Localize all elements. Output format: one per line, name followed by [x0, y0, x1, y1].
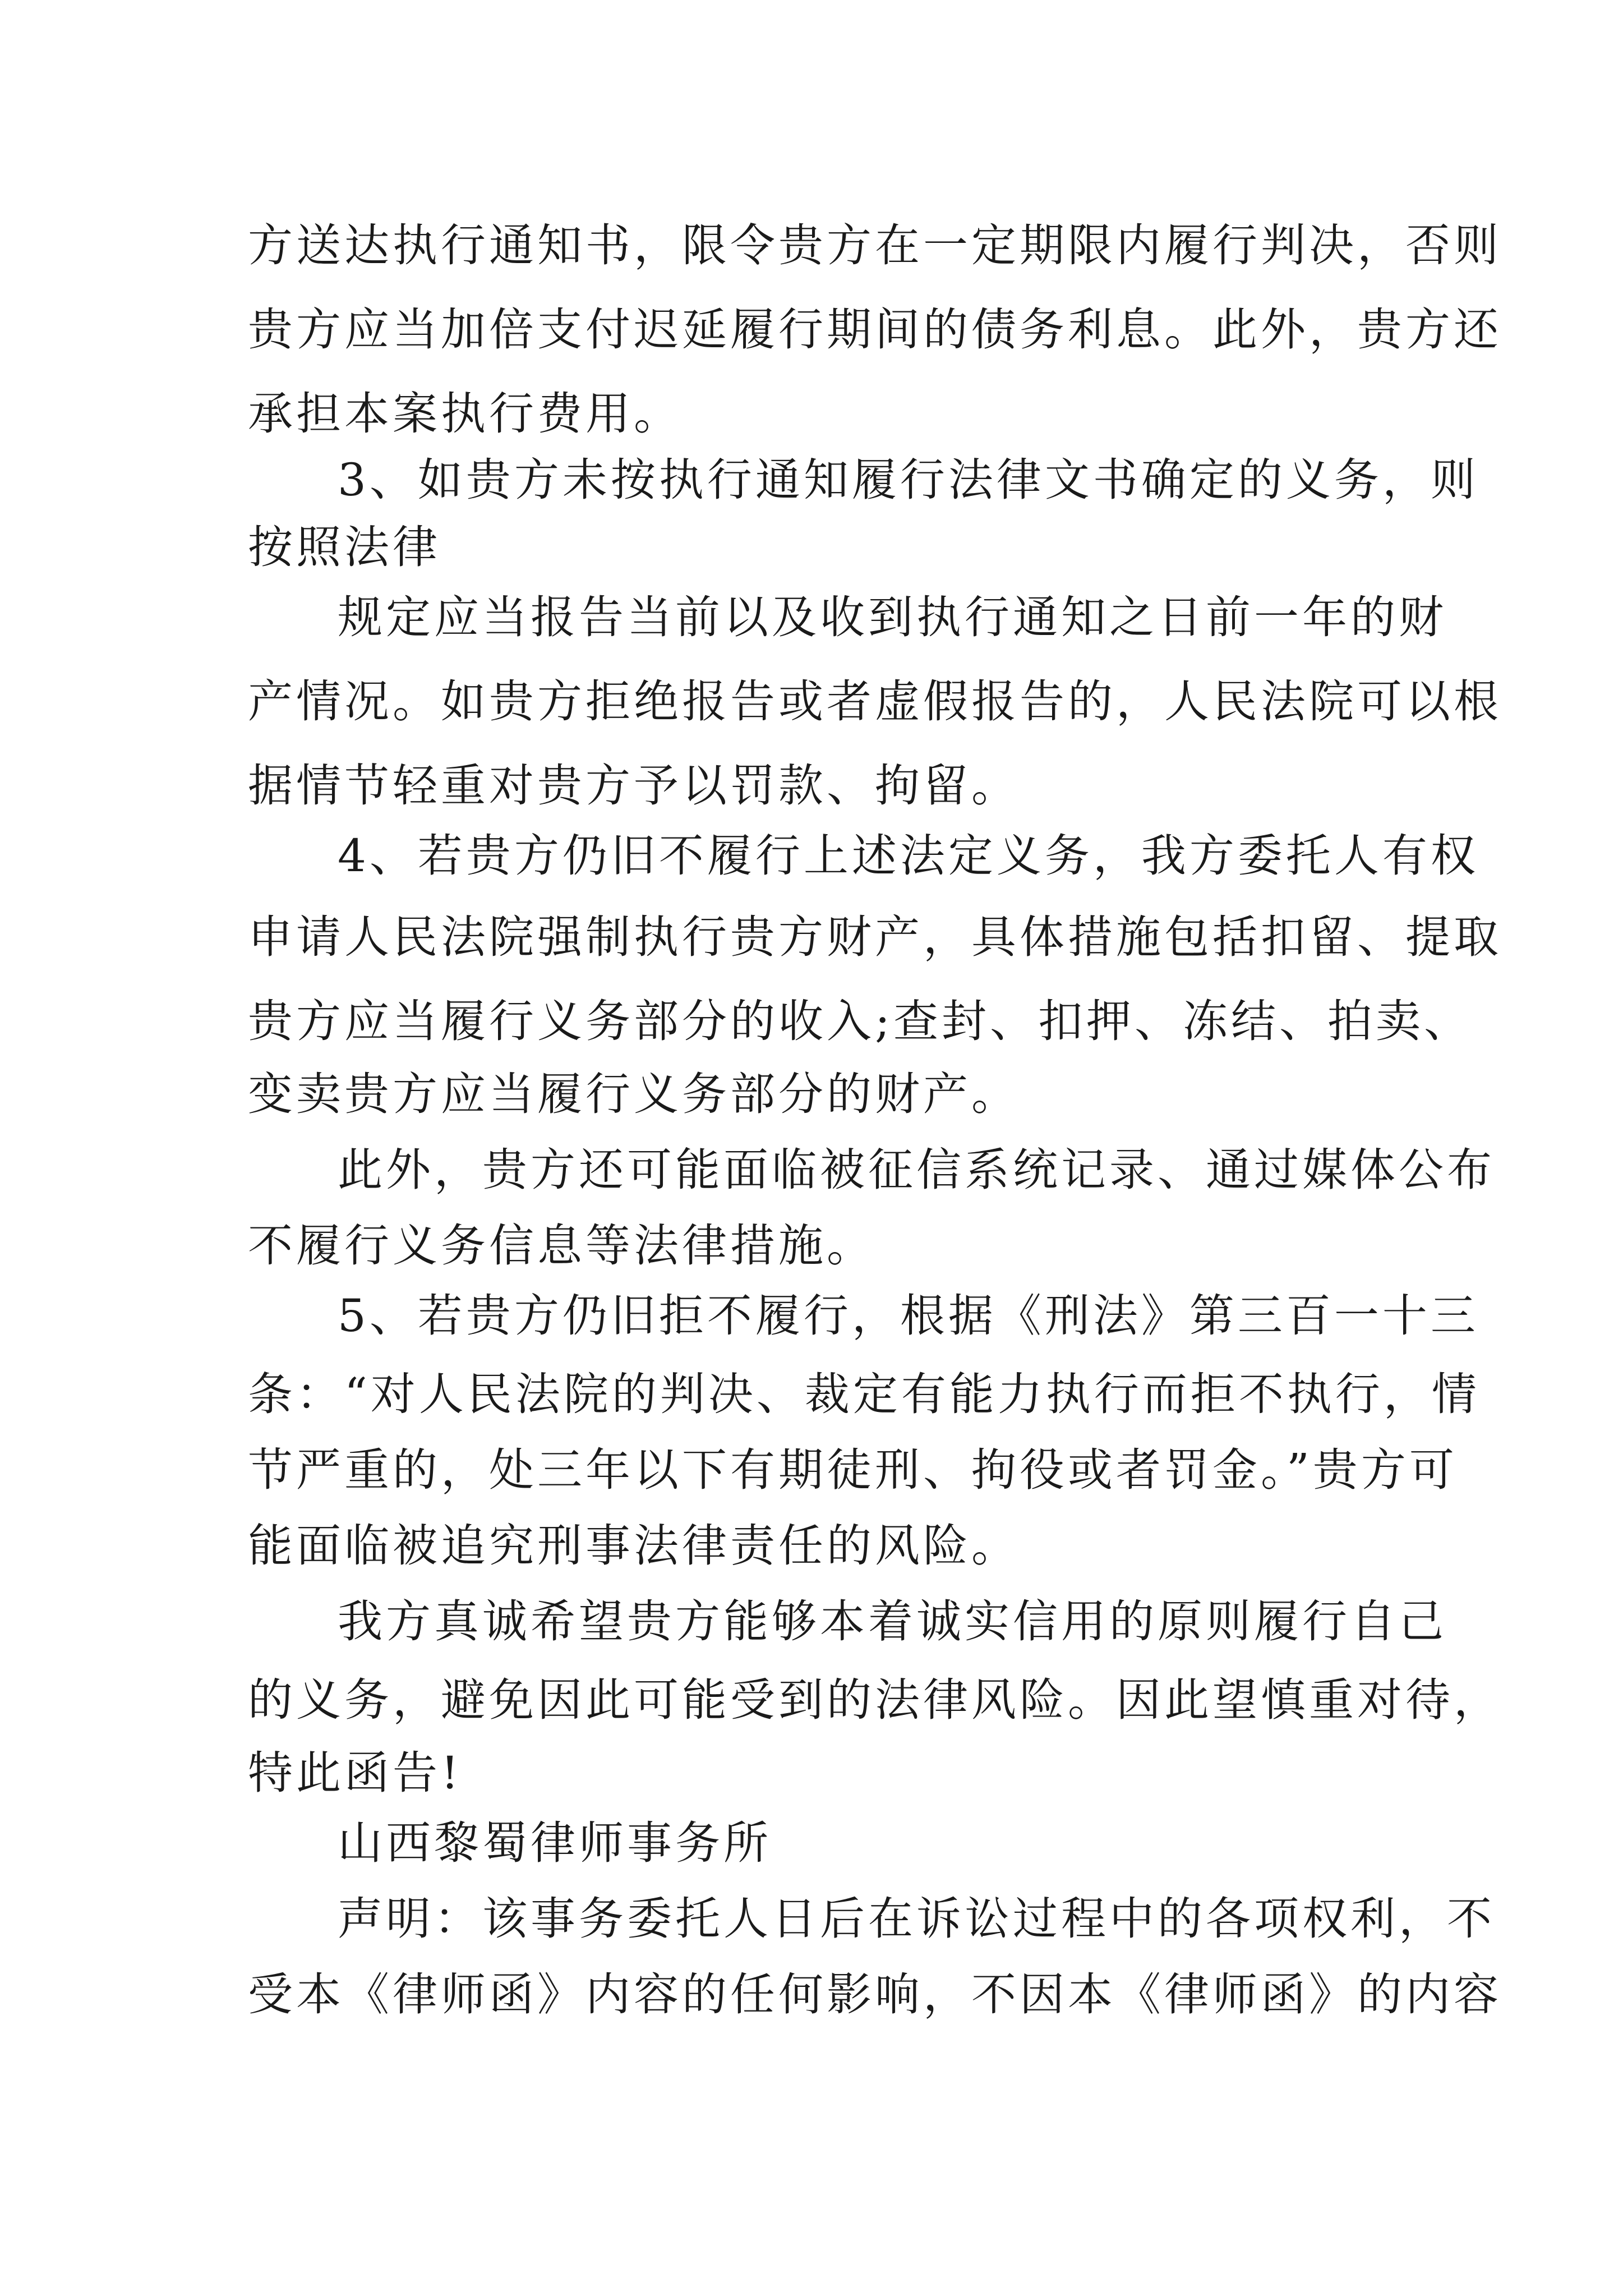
- text-line: 声明：该事务委托人日后在诉讼过程中的各项权利，不: [338, 1893, 1495, 1945]
- text-line: 规定应当报告当前以及收到执行通知之日前一年的财: [338, 591, 1447, 643]
- text-line: 的义务，避免因此可能受到的法律风险。因此望慎重对待，: [248, 1674, 1502, 1726]
- text-line: 承担本案执行费用。: [248, 388, 682, 440]
- text-line: 产情况。如贵方拒绝报告或者虚假报告的，人民法院可以根: [248, 675, 1502, 728]
- text-line: 3、如贵方未按执行通知履行法律文书确定的义务，则: [338, 454, 1479, 506]
- text-line: 受本《律师函》内容的任何影响，不因本《律师函》的内容: [248, 1968, 1502, 2021]
- text-line: 变卖贵方应当履行义务部分的财产。: [248, 1068, 1020, 1120]
- text-line: 不履行义务信息等法律措施。: [248, 1220, 875, 1272]
- text-line: 我方真诚希望贵方能够本着诚实信用的原则履行自己: [338, 1595, 1447, 1648]
- text-line: 节严重的，处三年以下有期徒刑、拘役或者罚金。”贵方可: [248, 1444, 1458, 1496]
- signature-line: 山西黎蜀律师事务所: [338, 1817, 772, 1869]
- text-line: 5、若贵方仍旧拒不履行，根据《刑法》第三百一十三: [338, 1290, 1479, 1342]
- text-line: 据情节轻重对贵方予以罚款、拘留。: [248, 760, 1020, 812]
- text-line: 条：“对人民法院的判决、裁定有能力执行而拒不执行，情: [248, 1368, 1480, 1420]
- text-line: 贵方应当履行义务部分的收入;查封、扣押、冻结、拍卖、: [248, 995, 1472, 1047]
- text-line: 方送达执行通知书，限令贵方在一定期限内履行判决，否则: [248, 219, 1502, 272]
- text-line: 贵方应当加倍支付迟延履行期间的债务利息。此外，贵方还: [248, 303, 1502, 356]
- text-line: 4、若贵方仍旧不履行上述法定义务，我方委托人有权: [338, 830, 1479, 882]
- text-line: 此外，贵方还可能面临被征信系统记录、通过媒体公布: [338, 1144, 1495, 1196]
- text-line: 申请人民法院强制执行贵方财产，具体措施包括扣留、提取: [248, 911, 1502, 963]
- text-line: 能面临被追究刑事法律责任的风险。: [248, 1520, 1020, 1572]
- text-line: 特此函告!: [248, 1747, 463, 1799]
- text-line: 按照法律: [248, 521, 441, 573]
